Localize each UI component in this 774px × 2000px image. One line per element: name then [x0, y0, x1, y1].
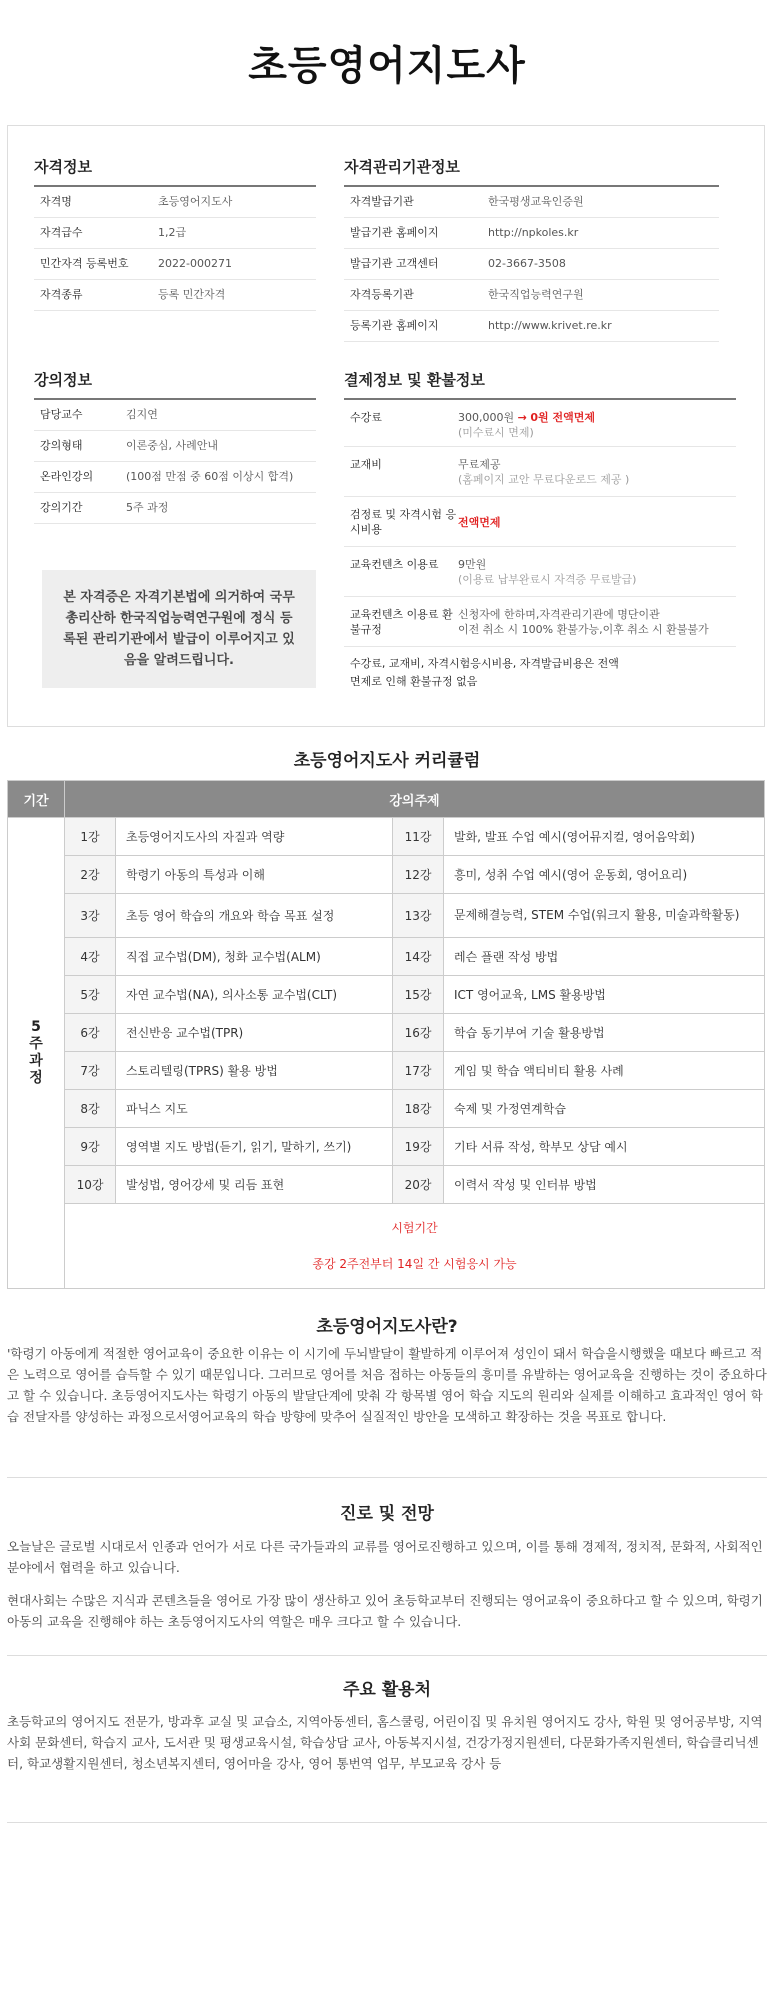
material-row [344, 447, 736, 497]
lecture-number: 11강 [393, 818, 444, 856]
lecture-value: 김지연 [126, 408, 158, 421]
divider [7, 1655, 767, 1656]
curriculum-row [8, 938, 765, 976]
registry-homepage-link[interactable]: http://www.krivet.re.kr [488, 319, 612, 332]
curriculum-row [8, 856, 765, 894]
usage-text: 초등학교의 영어지도 전문가, 방과후 교실 및 교습소, 지역아동센터, 홈스쿨링, 어린이집 및 유치원 영어지도 강사, 학원 및 영어공부방, 지역사회 문화센터, 학습지 교사, 도서관 및 평생교육시설, 학습상담 교사, 아동복지시설, 건강가정지원센터, 다문화가족지원센터, 학습클리닉센터, 학교생활지원센터, 청소년복지센터, 영어마을 강사, 영어 통번역 업무, 부모교육 강사 등 [7, 1714, 763, 1771]
tuition-row [344, 400, 736, 447]
lecture-topic: 자연 교수법(NA), 의사소통 교수법(CLT) [116, 976, 393, 1014]
lecture-number: 2강 [65, 856, 116, 894]
qual-label: 자격급수 [40, 226, 83, 239]
content-fee-sub: (이용료 납부완료시 자격증 무료발급) [458, 573, 637, 586]
exam-row [8, 1204, 765, 1289]
org-label: 발급기관 홈페이지 [350, 226, 439, 239]
exam-desc: 종강 2주전부터 14일 간 시험응시 가능 [312, 1257, 517, 1271]
lecture-number: 12강 [393, 856, 444, 894]
lecture-number: 8강 [65, 1090, 116, 1128]
lecture-topic: 파닉스 지도 [116, 1090, 393, 1128]
exam-fee-label: 검정료 및 자격시험 응시비용 [350, 508, 457, 536]
lecture-topic: 직접 교수법(DM), 청화 교수법(ALM) [116, 938, 393, 976]
curriculum-row [8, 894, 765, 938]
lecture-number: 18강 [393, 1090, 444, 1128]
lecture-number: 4강 [65, 938, 116, 976]
tuition-sub: (미수료시 면제) [458, 426, 534, 439]
lecture-topic: 영역별 지도 방법(듣기, 읽기, 말하기, 쓰기) [116, 1128, 393, 1166]
lecture-topic: 문제해결능력, STEM 수업(워크지 활용, 미술과학활동) [444, 894, 765, 938]
curriculum-row [8, 1014, 765, 1052]
org-label: 등록기관 홈페이지 [350, 319, 439, 332]
org-value: 02-3667-3508 [488, 257, 566, 270]
org-row [344, 218, 719, 249]
lecture-topic: 흥미, 성취 수업 예시(영어 운동회, 영어요리) [444, 856, 765, 894]
lecture-label: 온라인강의 [40, 470, 94, 483]
lecture-number: 20강 [393, 1166, 444, 1204]
lecture-topic: 숙제 및 가정연계학습 [444, 1090, 765, 1128]
lecture-topic: ICT 영어교육, LMS 활용방법 [444, 976, 765, 1014]
info-box [7, 125, 765, 727]
tuition-label: 수강료 [350, 411, 382, 424]
payment-info-title: 결제정보 및 환불정보 [344, 369, 736, 400]
lecture-number: 13강 [393, 894, 444, 938]
lecture-info-title: 강의정보 [34, 369, 316, 400]
content-fee-row [344, 547, 736, 597]
org-value: 한국직업능력연구원 [488, 288, 584, 301]
lecture-number: 6강 [65, 1014, 116, 1052]
org-value: 한국평생교육인증원 [488, 195, 584, 208]
lecture-label: 강의기간 [40, 501, 83, 514]
curriculum-table [7, 780, 765, 1289]
lecture-info-panel [34, 369, 316, 524]
payment-info-panel [344, 369, 736, 699]
qual-row [34, 249, 316, 280]
lecture-topic: 이력서 작성 및 인터뷰 방법 [444, 1166, 765, 1204]
usage-title: 주요 활용처 [342, 1680, 432, 1700]
refund-value-1: 신청자에 한하며,자격관리기관에 명단이관 [458, 608, 660, 621]
qual-label: 자격종류 [40, 288, 83, 301]
org-label: 자격등록기관 [350, 288, 414, 301]
lecture-number: 9강 [65, 1128, 116, 1166]
qual-label: 민간자격 등록번호 [40, 257, 129, 270]
lecture-row [34, 400, 316, 431]
org-label: 발급기관 고객센터 [350, 257, 439, 270]
lecture-topic: 스토리텔링(TPRS) 활용 방법 [116, 1052, 393, 1090]
refund-value-2: 이전 취소 시 100% 환불가능,이후 취소 시 환불불가 [458, 623, 709, 636]
exam-cell [65, 1204, 765, 1289]
period-text: 5주 과정 [29, 1019, 43, 1086]
qual-info-panel [34, 156, 316, 311]
exam-fee-value: 전액면제 [458, 515, 501, 529]
lecture-number: 15강 [393, 976, 444, 1014]
exam-title: 시험기간 [391, 1221, 438, 1235]
org-row [344, 249, 719, 280]
lecture-number: 16강 [393, 1014, 444, 1052]
lecture-number: 3강 [65, 894, 116, 938]
qual-value: 등록 민간자격 [158, 288, 226, 301]
refund-label: 교육컨텐츠 이용료 환불규정 [350, 608, 453, 636]
lecture-label: 강의형태 [40, 439, 83, 452]
content-fee-value: 9만원 [458, 558, 487, 571]
tuition-price: 300,000원 [458, 411, 515, 424]
qual-value: 초등영어지도사 [158, 195, 233, 208]
org-homepage-link[interactable]: http://npkoles.kr [488, 226, 579, 239]
divider [7, 1477, 767, 1478]
lecture-number: 17강 [393, 1052, 444, 1090]
org-row [344, 280, 719, 311]
lecture-topic: 초등영어지도사의 자질과 역량 [116, 818, 393, 856]
curriculum-row [8, 1166, 765, 1204]
lecture-topic: 게임 및 학습 액티비티 활용 사례 [444, 1052, 765, 1090]
lecture-row [34, 431, 316, 462]
lecture-topic: 전신반응 교수법(TPR) [116, 1014, 393, 1052]
org-label: 자격발급기관 [350, 195, 414, 208]
org-info-title: 자격관리기관정보 [344, 156, 719, 187]
payment-note: 수강료, 교재비, 자격시험응시비용, 자격발급비용은 전액면제로 인해 환불규정 없음 [350, 657, 619, 688]
exam-fee-row [344, 497, 736, 547]
arrow-icon: → [517, 411, 527, 424]
lecture-topic: 학습 동기부여 기술 활용방법 [444, 1014, 765, 1052]
refund-row [344, 597, 736, 647]
career-title: 진로 및 전망 [340, 1504, 434, 1524]
qual-info-title: 자격정보 [34, 156, 316, 187]
qual-value: 2022-000271 [158, 257, 232, 270]
lecture-topic: 발화, 발표 수업 예시(영어뮤지컬, 영어음악회) [444, 818, 765, 856]
lecture-number: 1강 [65, 818, 116, 856]
lecture-row [34, 493, 316, 524]
lecture-value: (100점 만점 중 60점 이상시 합격) [126, 470, 294, 483]
material-label: 교재비 [350, 458, 382, 471]
lecture-topic: 학령기 아동의 특성과 이해 [116, 856, 393, 894]
lecture-value: 이론중심, 사례안내 [126, 439, 219, 452]
qualification-notice: 본 자격증은 자격기본법에 의거하여 국무총리산하 한국직업능력연구원에 정식 등록된 관리기관에서 발급이 이루어지고 있음을 알려드립니다. [42, 570, 316, 688]
qual-row [34, 218, 316, 249]
period-cell [8, 818, 65, 1289]
lecture-number: 5강 [65, 976, 116, 1014]
divider [7, 1822, 767, 1823]
org-row [344, 311, 719, 342]
material-value: 무료제공 [458, 458, 501, 471]
qual-row [34, 280, 316, 311]
qual-label: 자격명 [40, 195, 72, 208]
lecture-topic: 기타 서류 작성, 학부모 상담 예시 [444, 1128, 765, 1166]
career-text-2: 현대사회는 수많은 지식과 콘텐츠들을 영어로 가장 많이 생산하고 있어 초등학교부터 진행되는 영어교육이 중요하다고 할 수 있으며, 학령기 아동의 교육을 진행해야 하는 초등영어지도사의 역할은 매우 크다고 할 수 있습니다. [7, 1593, 763, 1629]
lecture-row [34, 462, 316, 493]
org-info-panel [344, 156, 719, 342]
lecture-number: 10강 [65, 1166, 116, 1204]
lecture-topic: 레슨 플랜 작성 방법 [444, 938, 765, 976]
curriculum-header-row [8, 781, 765, 818]
about-text: '학령기 아동에게 적절한 영어교육이 중요한 이유는 이 시기에 두뇌발달이 활발하게 이루어져 성인이 돼서 학습을시행했을 때보다 빠르고 적은 노력으로 영어를 습득할 수 있기 때문입니다. 그러므로 영어를 처음 접하는 아동들의 흥미를 유발하는 영어교육을 진행하는 것이 중요하다고 할 수 있습니다. 초등영어지도사는 학령기 아동의 발달단계에 맞춰 각 항목별 영어 학습 지도의 원리와 실제를 이해하고 효과적인 영어 학습 전달자를 양성하는 과정으로서영어교육의 학습 방향에 맞추어 실질적인 방안을 모색하고 확장하는 것을 목표로 합니다. [7, 1346, 767, 1424]
period-header: 기간 [8, 781, 65, 818]
lecture-number: 19강 [393, 1128, 444, 1166]
qual-value: 1,2급 [158, 226, 187, 239]
org-row [344, 187, 719, 218]
lecture-number: 7강 [65, 1052, 116, 1090]
page-title: 초등영어지도사 [248, 43, 526, 89]
curriculum-title: 초등영어지도사 커리큘럼 [293, 751, 481, 771]
lecture-topic: 초등 영어 학습의 개요와 학습 목표 설정 [116, 894, 393, 938]
material-sub: (홈페이지 교안 무료다운로드 제공 ) [458, 473, 630, 486]
qual-row [34, 187, 316, 218]
curriculum-row [8, 1052, 765, 1090]
content-fee-label: 교육컨텐츠 이용료 [350, 558, 439, 571]
career-text-1: 오늘날은 글로벌 시대로서 인종과 언어가 서로 다른 국가들과의 교류를 영어로진행하고 있으며, 이를 통해 경제적, 정치적, 문화적, 사회적인 분야에서 협력을 하고 있습니다. [7, 1539, 763, 1575]
subject-header: 강의주제 [65, 781, 765, 818]
lecture-number: 14강 [393, 938, 444, 976]
curriculum-row [8, 1090, 765, 1128]
curriculum-row [8, 1128, 765, 1166]
about-title: 초등영어지도사란? [316, 1317, 458, 1337]
curriculum-row [8, 976, 765, 1014]
tuition-free: 0원 전액면제 [530, 411, 595, 424]
lecture-topic: 발성법, 영어강세 및 리듬 표현 [116, 1166, 393, 1204]
curriculum-row [8, 818, 765, 856]
lecture-value: 5주 과정 [126, 501, 169, 514]
lecture-label: 담당교수 [40, 408, 83, 421]
